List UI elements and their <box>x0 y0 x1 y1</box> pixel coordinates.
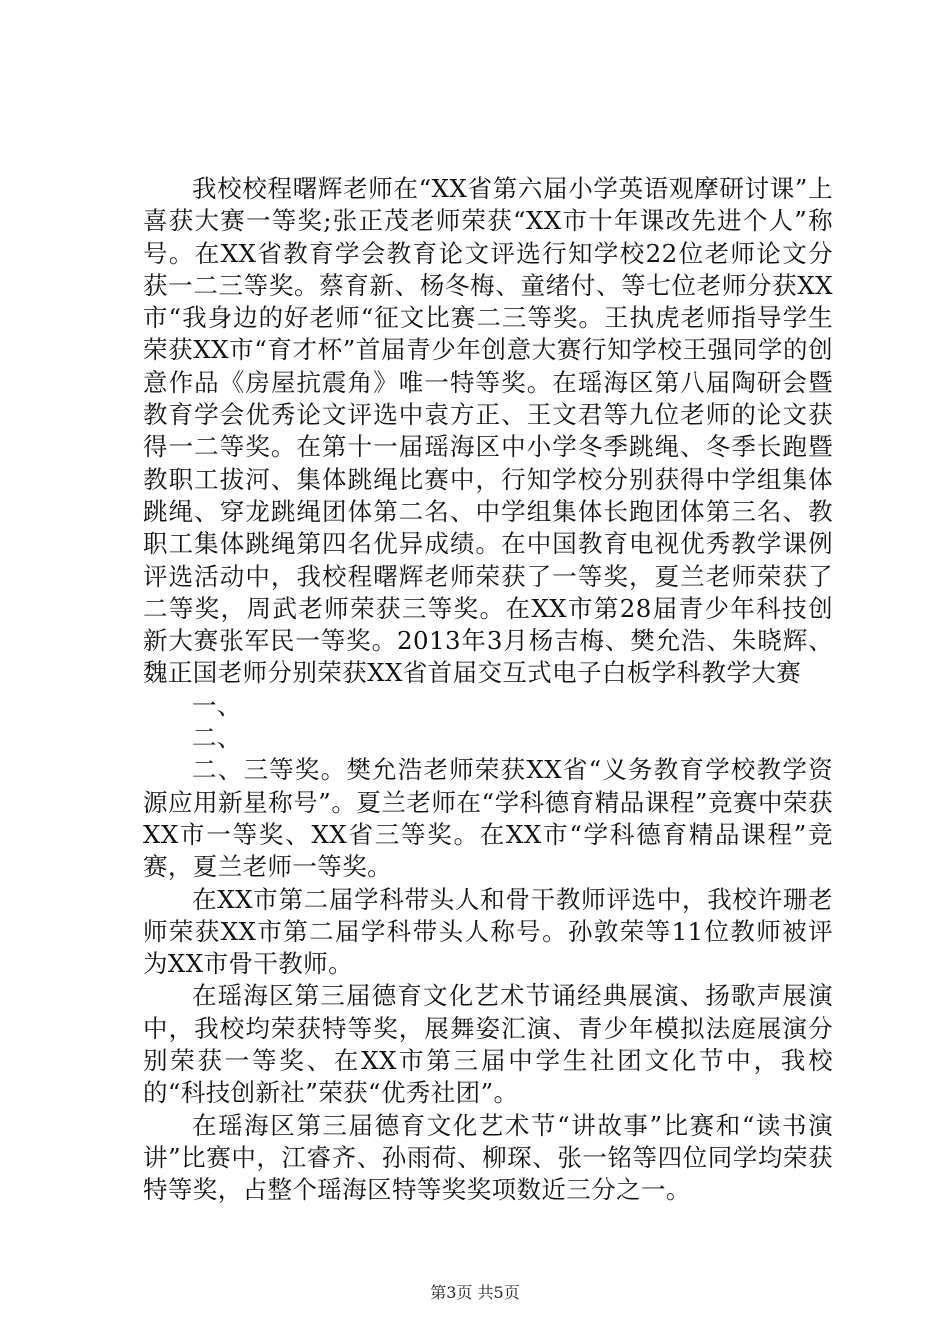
page-number-footer: 第3页 共5页 <box>430 1283 520 1302</box>
paragraph-storytelling-contest: 在瑶海区第三届德育文化艺术节“讲故事”比赛和“读书演讲”比赛中，江睿齐、孙雨荷、柳琛、张一铭等四位同学均荣获特等奖，占整个瑶海区特等奖奖项数近三分之一。 <box>143 1110 833 1205</box>
paragraph-list-marker-two: 二、 <box>192 723 242 753</box>
paragraph-list-marker-one: 一、 <box>192 690 242 720</box>
paragraph-awards-summary: 我校校程曙辉老师在“XX省第六届小学英语观摩研讨课”上喜获大赛一等奖;张正茂老师荣获“XX市十年课改先进个人”称号。在XX省教育学会教育论文评选行知学校22位老师论文分获一二三等奖。蔡育新、杨冬梅、童绪付、等七位老师分获XX市“我身边的好老师“征文比赛二三等奖。王执虎老师指导学生荣获XX市“育才杯”首届青少年创意大赛行知学校王强同学的创意作品《房屋抗震角》唯一特等奖。在瑶海区第八届陶研会暨教育学会优秀论文评选中袁方正、王文君等九位老师的论文获得一二等奖。在第十一届瑶海区中小学冬季跳绳、冬季长跑暨教职工拔河、集体跳绳比赛中，行知学校分别获得中学组集体跳绳、穿龙跳绳团体第二名、中学组集体长跑团体第三名、教职工集体跳绳第四名优异成绩。在中国教育电视优秀教学课例评选活动中，我校程曙辉老师荣获了一等奖，夏兰老师荣获了二等奖，周武老师荣获三等奖。在XX市第28届青少年科技创新大赛张军民一等奖。2013年3月杨吉梅、樊允浩、朱晓辉、魏正国老师分别荣获XX省首届交互式电子白板学科教学大赛 <box>143 174 833 688</box>
paragraph-arts-festival: 在瑶海区第三届德育文化艺术节诵经典展演、扬歌声展演中，我校均荣获特等奖，展舞姿汇演、青少年模拟法庭展演分别荣获一等奖、在XX市第三届中学生社团文化节中，我校的“科技创新社”荣获“优秀社团”。 <box>143 981 833 1108</box>
paragraph-second-third-prizes: 二、三等奖。樊允浩老师荣获XX省“义务教育学校教学资源应用新星称号”。夏兰老师在“学科德育精品课程”竞赛中荣获XX市一等奖、XX省三等奖。在XX市“学科德育精品课程”竞赛，夏兰老师一等奖。 <box>143 755 833 882</box>
paragraph-subject-leaders: 在XX市第二届学科带头人和骨干教师评选中，我校许珊老师荣获XX市第二届学科带头人称号。孙敦荣等11位教师被评为XX市骨干教师。 <box>143 884 833 979</box>
document-body <box>143 173 833 1207</box>
